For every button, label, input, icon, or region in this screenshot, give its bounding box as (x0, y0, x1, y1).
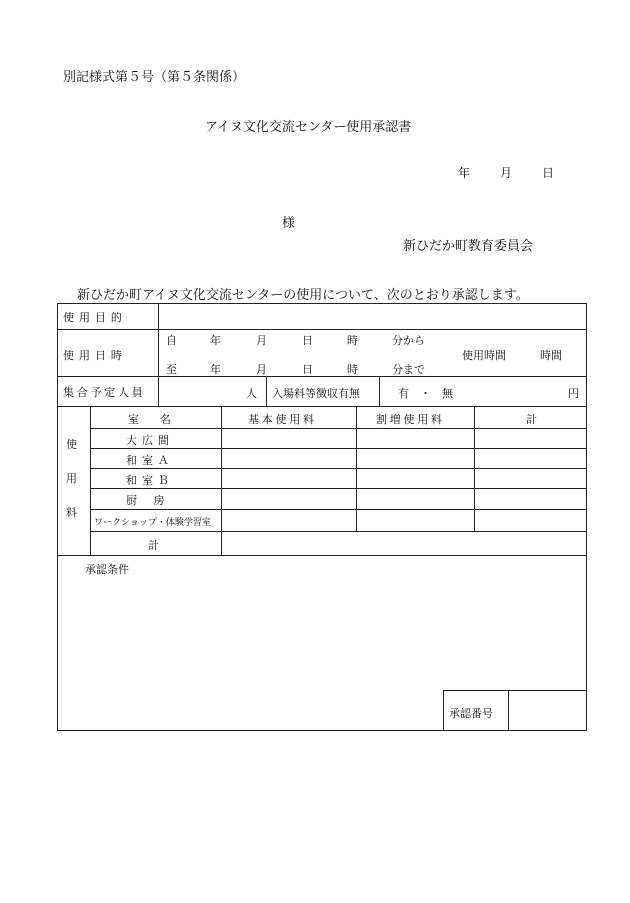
datetime-to-hour: 時 (347, 363, 358, 376)
issuer: 新ひだか町教育委員会 (403, 239, 534, 254)
grid-line (90, 488, 587, 489)
datetime-to-year: 年 (210, 363, 221, 376)
grid-line (90, 531, 587, 532)
grid-line (474, 406, 475, 531)
grid-line (57, 555, 587, 556)
room-washitsu-a: 和室Ａ (126, 454, 174, 467)
header-extra-fee: 割増使用料 (376, 413, 445, 426)
grid-line (90, 428, 587, 429)
datetime-label: 使用日時 (63, 349, 127, 362)
grid-line (57, 376, 587, 377)
approval-number-label: 承認番号 (449, 707, 493, 720)
date-year: 年 (458, 166, 471, 180)
duration-label: 使用時間 (462, 349, 506, 362)
datetime-from-hour: 時 (347, 334, 358, 347)
grid-line (443, 690, 587, 691)
datetime-from-month: 月 (256, 334, 267, 347)
fees-side-label-1: 使 (66, 438, 77, 451)
fees-side-label-3: 料 (66, 506, 77, 519)
fee-yen: 円 (568, 387, 579, 400)
fees-total-label: 計 (148, 539, 159, 552)
purpose-label: 使用目的 (63, 311, 127, 324)
statement: 新ひだか町アイヌ文化交流センターの使用について、次のとおり承認します。 (77, 288, 529, 303)
room-kitchen: 厨 房 (126, 494, 168, 507)
datetime-from-year: 年 (210, 334, 221, 347)
room-workshop: ワークショップ・体験学習室 (94, 518, 211, 528)
grid-line (57, 406, 587, 407)
grid-line (221, 406, 222, 555)
grid-line (90, 468, 587, 469)
grid-line (158, 303, 159, 406)
fee-collection-label: 入場料等徴収有無 (272, 387, 360, 400)
fee-no[interactable]: 無 (442, 387, 453, 400)
conditions-label: 承認条件 (85, 563, 129, 576)
attendance-unit: 人 (246, 387, 257, 400)
datetime-to-day: 日 (302, 363, 313, 376)
header-total: 計 (526, 413, 537, 426)
grid-line (57, 329, 587, 330)
approval-number-field[interactable] (510, 692, 585, 729)
grid-line (508, 690, 509, 731)
grid-line (356, 406, 357, 531)
room-great-hall: 大広間 (126, 434, 174, 447)
grid-line (379, 376, 380, 406)
recipient-suffix: 様 (282, 216, 296, 231)
purpose-field[interactable] (160, 305, 585, 328)
datetime-to-month: 月 (256, 363, 267, 376)
date-month: 月 (500, 166, 513, 180)
header-room: 室 名 (128, 413, 176, 426)
datetime-to-suffix: 分まで (392, 363, 425, 376)
room-washitsu-b: 和室Ｂ (126, 474, 174, 487)
document-title: アイヌ文化交流センター使用承認書 (205, 120, 412, 135)
date-day: 日 (542, 166, 555, 180)
datetime-from-suffix: 分から (392, 334, 425, 347)
grid-line (90, 448, 587, 449)
grid-line (90, 406, 91, 555)
grid-line (90, 509, 587, 510)
duration-unit: 時間 (540, 349, 562, 362)
fee-dot: ・ (420, 387, 431, 400)
form-number: 別記様式第５号（第５条関係） (63, 70, 246, 85)
datetime-from-day: 日 (302, 334, 313, 347)
grid-line (443, 690, 444, 731)
fee-yes[interactable]: 有 (398, 387, 409, 400)
grid-line (266, 376, 267, 406)
datetime-from-prefix: 自 (166, 334, 177, 347)
fees-side-label-2: 用 (66, 472, 77, 485)
datetime-to-prefix: 至 (166, 363, 177, 376)
attendance-label: 集合予定人員 (63, 386, 146, 399)
header-base-fee: 基本使用料 (248, 413, 317, 426)
